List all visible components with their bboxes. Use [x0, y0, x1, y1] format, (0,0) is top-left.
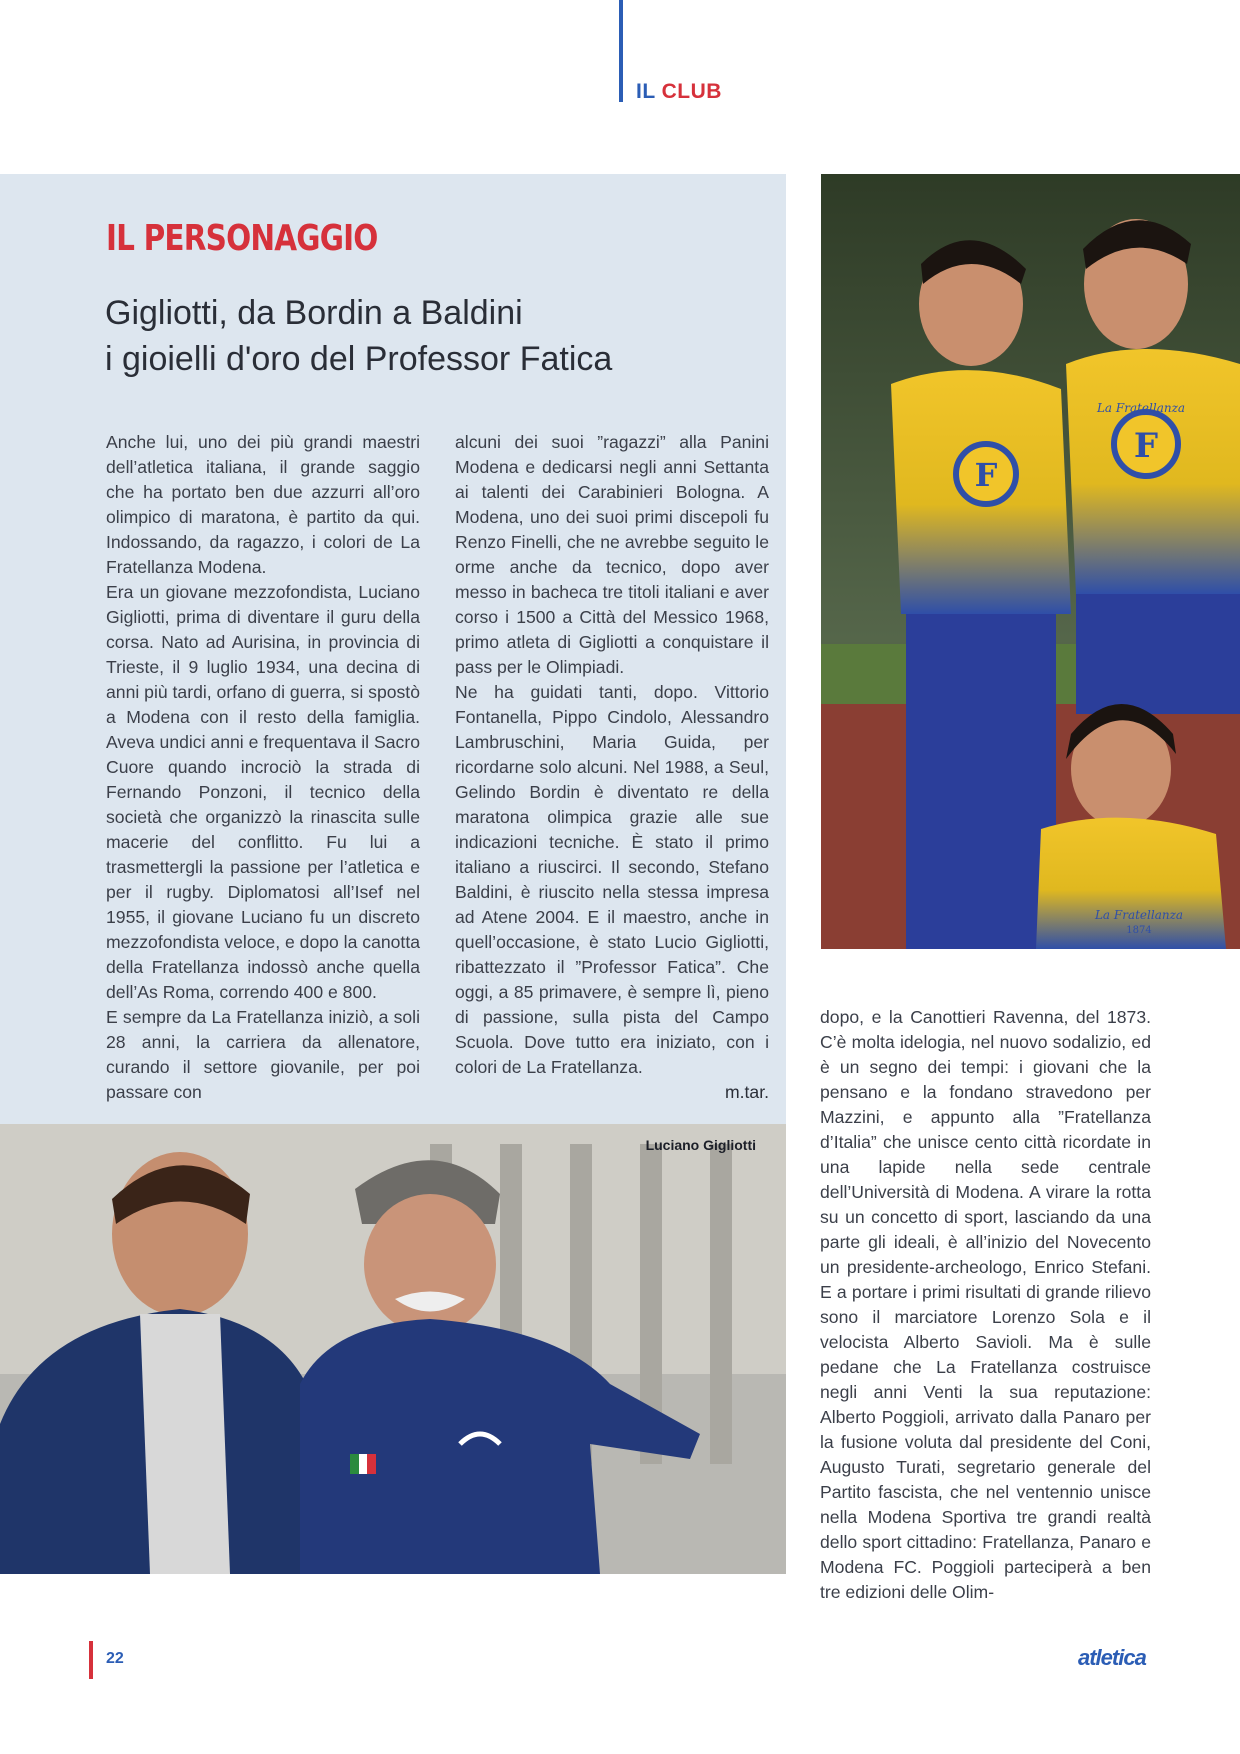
article-headline	[105, 290, 745, 382]
article-column-2	[455, 430, 769, 1105]
coach-photo	[0, 1124, 786, 1574]
section-divider	[619, 0, 623, 102]
paragraph: E sempre da La Fratellanza iniziò, a soli 28 anni, la carriera da allenatore, curando il settore giovanile, per poi passare con	[106, 1007, 420, 1102]
team-photo-illustration	[821, 174, 1240, 949]
footer-divider	[89, 1641, 93, 1679]
crest-letter: F	[1133, 426, 1159, 466]
section-label	[636, 80, 722, 104]
photo-caption: Luciano Gigliotti	[645, 1137, 756, 1153]
paragraph: Era un giovane mezzofondista, Luciano Gigliotti, prima di diventare il guru della corsa. Nato ad Aurisina, in provincia di Trieste, il 9 luglio 1934, una decina di anni più tardi, orfano di guerra, si spostò a Modena con il resto della famiglia. Aveva undici anni e frequentava il Sacro Cuore quando incrociò la strada di Fernando Ponzoni, il tecnico della società che organizzò la rinascita sulle macerie del conflitto. Fu lui a trasmettergli la passione per l’atletica e per il rugby. Diplomatosi all’Isef nel 1955, il giovane Luciano fu un discreto mezzofondista veloce, e dopo la canotta della Fratellanza indossò anche quella dell’As Roma, correndo 400 e 800.	[106, 582, 420, 1002]
paragraph: dopo, e la Canottieri Ravenna, del 1873. C’è molta idelogia, nel nuovo sodalizio, ed è un segno dei tempi: i giovani che la pensano e la fondano stravedono per Mazzini, e appunto alla ”Fratellanza d’Italia” che unisce cento città ricordate in una lapide nella sede centrale dell’Università di Modena. A virare la rotta su un concetto di sport, lasciando da una parte gli ideali, è all’inizio del Novecento un presidente-archeologo, Enrico Stefani. E a portare i primi risultati di grande rilievo sono il marciatore Lorenzo Sola e il velocista Alberto Savioli. Ma è sulle pedane che La Fratellanza costruisce negli anni Venti la sua reputazione: Alberto Poggioli, arrivato dalla Panaro per la fusione voluta dal presidente del Coni, Augusto Turati, segretario generale del Partito fascista, che nel ventennio unisce nella Modena Sportiva tre grandi realtà dello sport cittadino: Fratellanza, Panaro e Modena FC. Poggioli parteciperà a ben tre edizioni delle Olim-	[820, 1007, 1151, 1602]
article-column-3	[820, 1005, 1151, 1605]
jersey-year: 1874	[1126, 925, 1152, 936]
magazine-logo: atletica	[1078, 1645, 1146, 1670]
headline-line-2: i gioielli d'oro del Professor Fatica	[105, 340, 613, 378]
paragraph: alcuni dei suoi ”ragazzi” alla Panini Modena e dedicarsi negli anni Settanta ai talenti dei Carabinieri Bologna. A Modena, uno dei suoi primi discepoli fu Renzo Finelli, che ne avrebbe seguito le orme anche da tecnico, dopo aver messo in bacheca tre titoli italiani e aver corso i 1500 a Città del Messico 1968, primo atleta di Gigliotti a conquistare il pass per le Olimpiadi.	[455, 432, 769, 677]
section-label-il: IL	[636, 80, 656, 103]
section-label-club: CLUB	[661, 80, 722, 103]
page-number: 22	[106, 1650, 124, 1667]
coach-photo-illustration	[0, 1124, 786, 1574]
team-photo	[821, 174, 1240, 949]
article-kicker: IL PERSONAGGIO	[106, 218, 378, 259]
crest-letter: F	[974, 456, 998, 494]
jersey-text: La Fratellanza	[1094, 908, 1184, 922]
author-signature: m.tar.	[725, 1082, 769, 1102]
article-column-1	[106, 430, 420, 1105]
jersey-text: La Fratellanza	[1096, 401, 1186, 415]
paragraph: Ne ha guidati tanti, dopo. Vittorio Fontanella, Pippo Cindolo, Alessandro Lambruschini, Maria Guida, per ricordarne solo alcuni. Nel 1988, a Seul, Gelindo Bordin è diventato re della maratona olimpica grazie alle sue indicazioni tecniche. È stato il primo italiano a riuscirci. Il secondo, Stefano Baldini, è riuscito nella stessa impresa ad Atene 2004. E il maestro, anche in quell’occasione, è stato Lucio Gigliotti, ribattezzato il ”Professor Fatica”. Che oggi, a 85 primavere, è sempre lì, pieno di passione, sulla pista del Campo Scuola. Dove tutto era iniziato, con i colori de La Fratellanza.	[455, 682, 769, 1077]
headline-line-1: Gigliotti, da Bordin a Baldini	[105, 294, 523, 332]
paragraph: Anche lui, uno dei più grandi maestri dell’atletica italiana, il grande saggio che ha portato ben due azzurri all’oro olimpico di maratona, è partito da qui. Indossando, da ragazzo, i colori de La Fratellanza Modena.	[106, 432, 420, 577]
